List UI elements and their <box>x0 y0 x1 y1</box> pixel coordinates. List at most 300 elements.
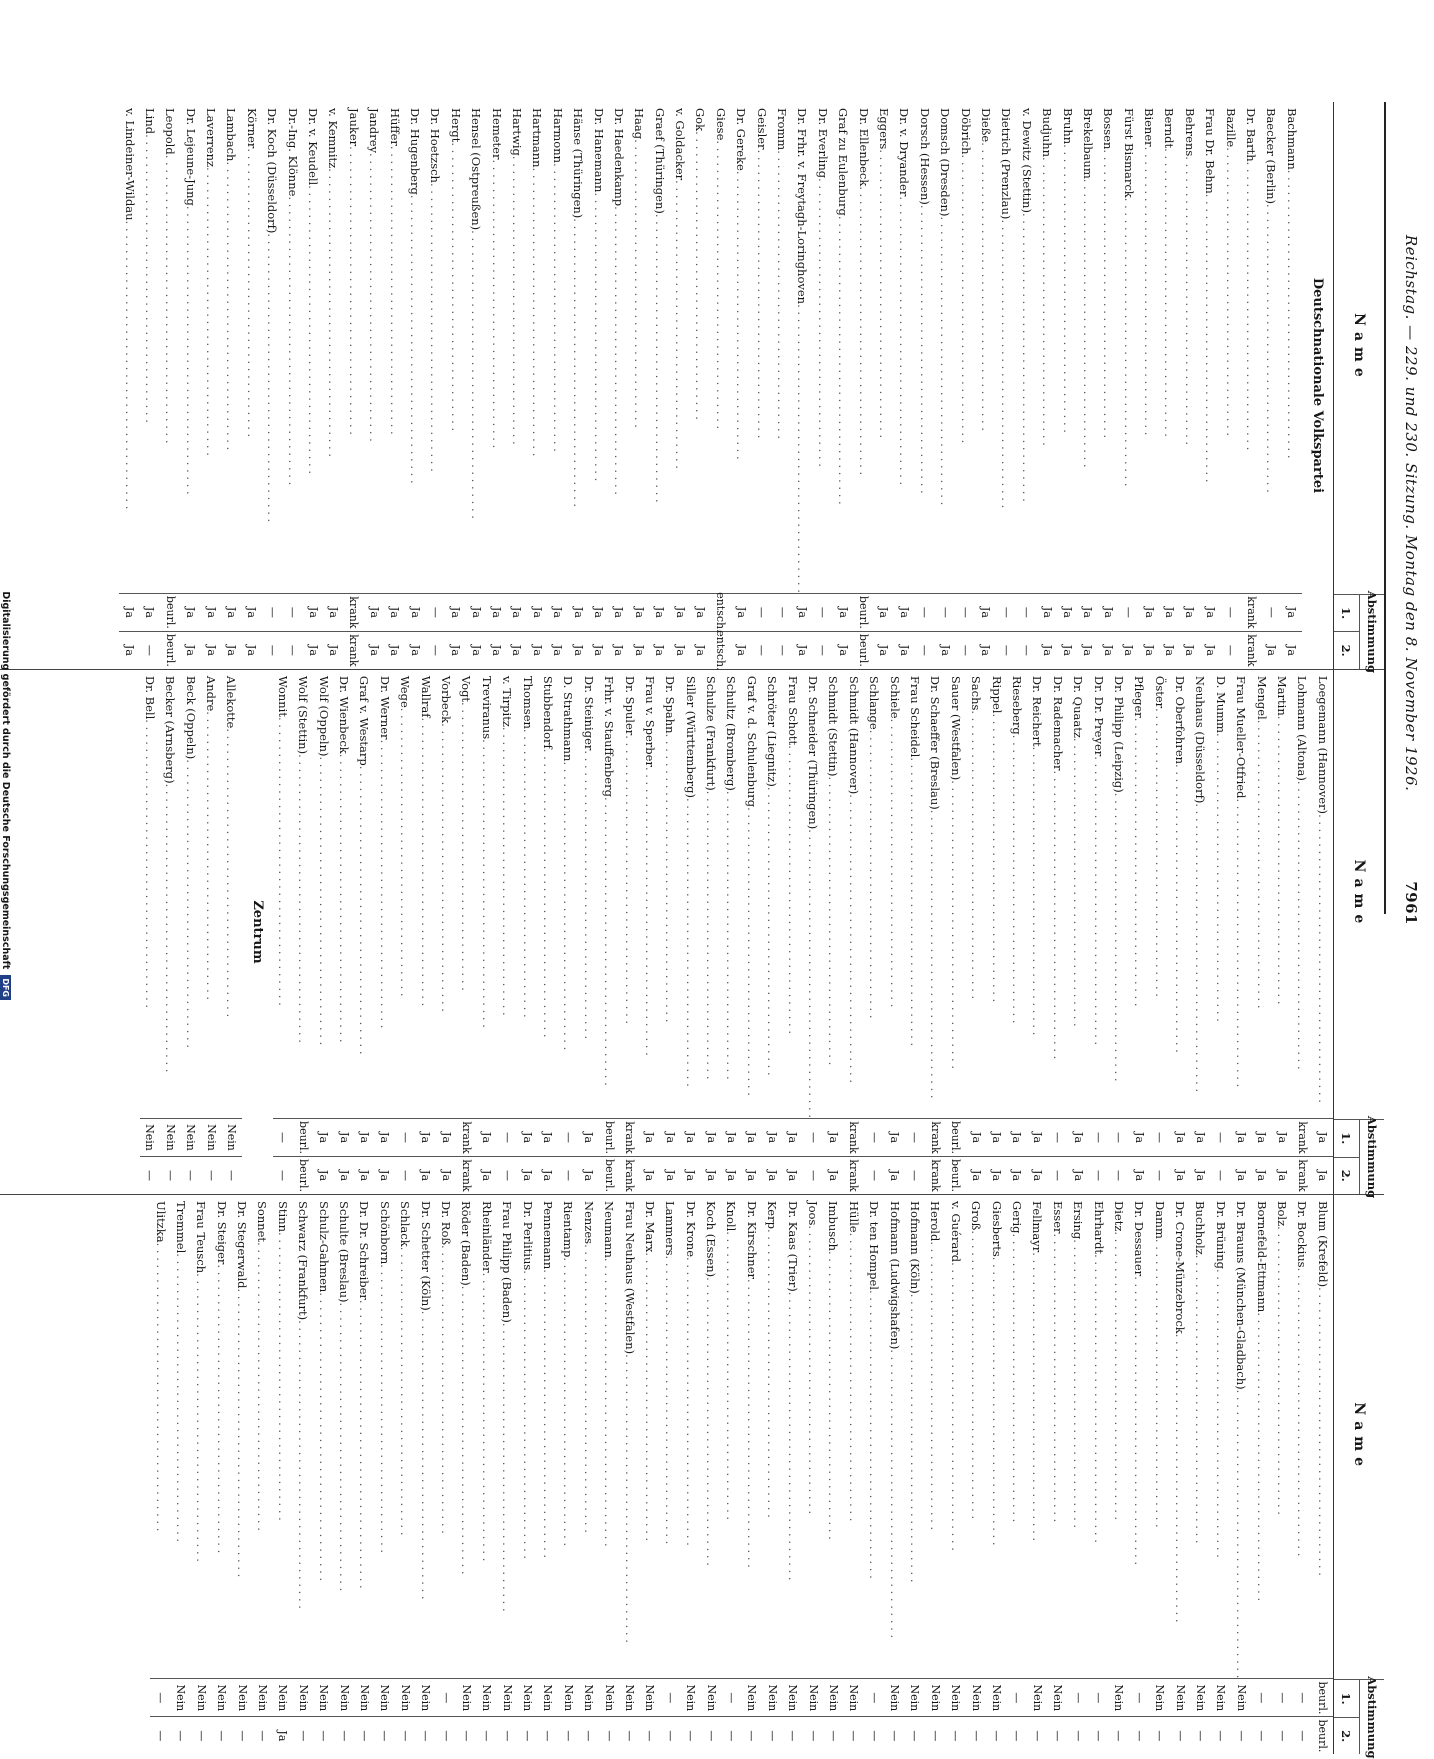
vote-1: Ja <box>354 1119 374 1157</box>
member-name: Bossen . . . <box>1098 102 1118 594</box>
table-row <box>354 1195 374 1754</box>
table-row <box>436 1195 456 1754</box>
vote-1: — <box>751 594 771 632</box>
vote-2: Ja <box>1142 644 1156 656</box>
member-name: Dr. Rademacher . . . <box>1048 670 1068 1119</box>
member-name: Dr. Hoetzsch . . . <box>425 102 445 594</box>
vote-2: — <box>337 1730 351 1742</box>
member-name: Graf zu Eulenburg . . . <box>833 102 853 594</box>
table-row <box>1272 1195 1292 1754</box>
table-row <box>640 670 660 1194</box>
table-row <box>395 670 415 1194</box>
vote-2: beurl. <box>857 633 871 667</box>
vote-1: Ja <box>894 594 914 632</box>
member-name: Allekotte . . . <box>221 670 241 1119</box>
table-row <box>323 102 343 669</box>
vote-1: — <box>864 1679 884 1717</box>
column-header <box>1333 102 1384 673</box>
member-name: Dr. Kaas (Trier) . . . <box>782 1195 802 1679</box>
member-name: Mengel . . . <box>1251 670 1271 1119</box>
vote-1: Ja <box>782 1119 802 1157</box>
table-row <box>477 670 497 1194</box>
table-row <box>1272 670 1292 1194</box>
vote-2: — <box>398 1170 412 1182</box>
member-name: Groß . . . <box>966 1195 986 1679</box>
table-row <box>558 1195 578 1754</box>
member-name: Dr. Spuler . . . <box>619 670 639 1119</box>
table-row <box>415 1195 435 1754</box>
member-name: Schulz-Gahmen . . . <box>313 1195 333 1679</box>
vote-1: Nein <box>354 1679 374 1717</box>
member-name: Dr. Spahn . . . <box>660 670 680 1119</box>
column-body <box>0 670 1333 1194</box>
table-row <box>681 1195 701 1754</box>
vote-1: Nein <box>395 1679 415 1717</box>
vote-2: — <box>439 1730 453 1742</box>
vote-2: Ja <box>663 1170 677 1181</box>
member-name: Hartwig . . . <box>507 102 527 594</box>
table-row <box>273 670 293 1194</box>
table-row <box>375 1195 395 1754</box>
vote-2: Ja <box>897 644 911 656</box>
table-row <box>731 102 751 669</box>
vote-2: Ja <box>530 644 544 656</box>
member-name: Bruhn . . . <box>1057 102 1077 594</box>
table-row <box>568 102 588 669</box>
member-name: Thomsen . . . <box>517 670 537 1119</box>
table-row <box>1292 1195 1312 1754</box>
table-row <box>650 102 670 669</box>
table-row <box>140 670 160 1194</box>
vote-1: beurl. <box>946 1119 966 1157</box>
vote-1: Ja <box>670 594 690 632</box>
member-name: Buchholz . . . <box>1190 1195 1210 1679</box>
vote-1: Ja <box>527 594 547 632</box>
vote-1: Ja <box>486 594 506 632</box>
member-name: Wolf (Stettin) . . . <box>293 670 313 1119</box>
member-name: Hensel (Ostpreußen) . . . <box>466 102 486 594</box>
vote-1: — <box>1048 1119 1068 1157</box>
vote-number-header <box>1334 595 1359 669</box>
vote-1: Nein <box>579 1679 599 1717</box>
table-row <box>1068 1195 1088 1754</box>
vote-2: — <box>755 644 769 656</box>
table-row <box>1149 670 1169 1194</box>
member-name: Pennemann . . . <box>538 1195 558 1679</box>
vote-1: entsch. <box>711 594 731 632</box>
vote-1: — <box>282 594 302 632</box>
member-name: Lind . . . <box>140 102 160 594</box>
vote-2: — <box>459 1730 473 1742</box>
vote-1: Ja <box>1078 594 1098 632</box>
vote-1: Nein <box>640 1679 660 1717</box>
vote-1: Nein <box>823 1679 843 1717</box>
vote-2: — <box>419 1730 433 1742</box>
member-name: v. Kemnitz . . . <box>323 102 343 594</box>
vote-2: Ja <box>357 1170 371 1181</box>
vote-2: Ja <box>204 644 218 656</box>
vote-1: — <box>150 1679 170 1717</box>
table-row <box>1088 670 1108 1194</box>
vote-1: Ja <box>640 1119 660 1157</box>
table-row <box>1017 102 1037 669</box>
page-header <box>1394 145 1428 925</box>
table-row <box>742 1195 762 1754</box>
vote-1: Nein <box>619 1679 639 1717</box>
table-row <box>282 102 302 669</box>
vote-1: beurl. <box>853 594 873 632</box>
member-name: Dr.-Ing. Klönne . . . <box>282 102 302 594</box>
vote-1: Ja <box>1200 594 1220 632</box>
vote-2: Ja <box>1316 1170 1330 1181</box>
vote-2: Ja <box>408 644 422 656</box>
vote-1: — <box>1017 594 1037 632</box>
table-row <box>1313 1195 1333 1754</box>
table-row <box>171 1195 191 1754</box>
table-row <box>1251 1195 1271 1754</box>
vote-2: — <box>1255 1730 1269 1742</box>
vote-1: Nein <box>681 1679 701 1717</box>
vote-1: — <box>935 594 955 632</box>
vote-1: Nein <box>762 1679 782 1717</box>
table-row <box>660 670 680 1194</box>
table-row <box>150 1195 170 1754</box>
vote-1: — <box>1149 1119 1169 1157</box>
vote-2: krank <box>847 1159 861 1192</box>
table-row <box>395 1195 415 1754</box>
table-row <box>1098 102 1118 669</box>
member-name: Lammers . . . <box>660 1195 680 1679</box>
table-row <box>935 102 955 669</box>
member-name: Dr. Oberfohren . . . <box>1170 670 1190 1119</box>
table-row <box>874 102 894 669</box>
vote1-header: 1. <box>1334 595 1359 633</box>
vote-1: — <box>425 594 445 632</box>
vote-1: Ja <box>966 1119 986 1157</box>
table-row <box>140 102 160 669</box>
vote-1: Ja <box>201 594 221 632</box>
table-row <box>538 670 558 1194</box>
table-row <box>670 102 690 669</box>
table-row <box>1109 1195 1129 1754</box>
table-row <box>813 102 833 669</box>
member-name: Wege . . . <box>395 670 415 1119</box>
vote-1: Ja <box>884 1119 904 1157</box>
table-row <box>1200 102 1220 669</box>
table-row <box>1109 670 1129 1194</box>
table-row <box>853 102 873 669</box>
table-row <box>966 670 986 1194</box>
vote-1: Ja <box>140 594 160 632</box>
member-name: Frhr. v. Stauffenberg . . . <box>599 670 619 1119</box>
vote-2: — <box>1092 1170 1106 1182</box>
vote-2: — <box>1234 1730 1248 1742</box>
table-row <box>477 1195 497 1754</box>
table-row <box>507 102 527 669</box>
vote-2: — <box>184 1170 198 1182</box>
vote-1: — <box>1220 594 1240 632</box>
member-name: Rippel . . . <box>986 670 1006 1119</box>
member-name: Blum (Krefeld) . . . <box>1313 1195 1333 1679</box>
table-row <box>1048 670 1068 1194</box>
member-name: Fürst Bismarck . . . <box>1118 102 1138 594</box>
table-row <box>721 670 741 1194</box>
table-row <box>619 670 639 1194</box>
vote-2: Ja <box>704 1170 718 1181</box>
table-row <box>384 102 404 669</box>
column-header <box>1333 670 1384 1199</box>
vote-1: krank <box>1241 594 1261 632</box>
table-row <box>344 102 364 669</box>
vote-2: — <box>1112 1170 1126 1182</box>
vote-2: — <box>1010 1730 1024 1742</box>
vote-1: Nein <box>538 1679 558 1717</box>
vote-2: — <box>521 1730 535 1742</box>
member-name: Hänse (Thüringen) . . . <box>568 102 588 594</box>
vote-2: — <box>143 644 157 656</box>
vote-1: Nein <box>925 1679 945 1717</box>
table-row <box>640 1195 660 1754</box>
vote-2: Ja <box>1010 1170 1024 1181</box>
vote-1: Ja <box>1027 1119 1047 1157</box>
vote-2: Ja <box>439 1170 453 1181</box>
member-name: Dr. Schetter (Köln) . . . <box>415 1195 435 1679</box>
member-name: Rientamp . . . <box>558 1195 578 1679</box>
member-name: Dr. Bockius . . . <box>1292 1195 1312 1679</box>
table-row <box>273 1195 293 1754</box>
header-title: Reichstag. — 229. und 230. Sitzung. Montag den 8. November 1926. <box>1402 234 1420 792</box>
vote-1: Ja <box>1251 1119 1271 1157</box>
vote-1: Nein <box>1170 1679 1190 1717</box>
vote-1: Nein <box>884 1679 904 1717</box>
vote-2: — <box>480 1730 494 1742</box>
member-name: Frau Scheidel . . . <box>905 670 925 1119</box>
vote-2: Ja <box>551 644 565 656</box>
vote-1: krank <box>456 1119 476 1157</box>
table-row <box>354 670 374 1194</box>
table-row <box>303 102 323 669</box>
member-name: Dieße . . . <box>976 102 996 594</box>
vote-1: krank <box>844 1119 864 1157</box>
vote-1: Ja <box>579 1119 599 1157</box>
table-row <box>690 102 710 669</box>
abstimmung-header: Abstimmung <box>1359 1680 1384 1754</box>
member-name: Schmidt (Stettin) . . . <box>823 670 843 1119</box>
table-row <box>619 1195 639 1754</box>
vote-2: Ja <box>306 644 320 656</box>
member-name: Wonnit . . . <box>273 670 293 1119</box>
party-heading: Zentrum <box>249 900 265 964</box>
member-name: Dietrich (Prenzlau) . . . <box>996 102 1016 594</box>
vote-2: Ja <box>1193 1170 1207 1181</box>
table-row <box>221 102 241 669</box>
member-name: Harmonn . . . <box>548 102 568 594</box>
member-name: Dr. Dessauer . . . <box>1129 1195 1149 1679</box>
vote-2: — <box>775 644 789 656</box>
member-name: D. Mumm . . . <box>1211 670 1231 1119</box>
member-name: Brekelbaum . . . <box>1078 102 1098 594</box>
member-name: Hüffer . . . <box>384 102 404 594</box>
table-row <box>986 670 1006 1194</box>
vote-1: — <box>915 594 935 632</box>
member-name: Neumann . . . <box>599 1195 619 1679</box>
member-name: Hartmann . . . <box>527 102 547 594</box>
member-name: Hofmann (Köln) . . . <box>905 1195 925 1679</box>
vote-2: — <box>398 1730 412 1742</box>
vote-1: Nein <box>375 1679 395 1717</box>
vote-2: — <box>623 1730 637 1742</box>
member-name: Dr. Dr. Preyer . . . <box>1088 670 1108 1119</box>
vote-1: Nein <box>477 1679 497 1717</box>
table-row <box>915 102 935 669</box>
table-row <box>588 102 608 669</box>
vote-2: — <box>704 1730 718 1742</box>
table-row <box>946 670 966 1194</box>
vote-2: entsch. <box>714 630 728 671</box>
member-name: Dr. v. Dryander . . . <box>894 102 914 594</box>
table-row <box>1170 1195 1190 1754</box>
member-name: Schröter (Liegnitz) . . . <box>762 670 782 1119</box>
member-name: Dr. Brauns (München-Gladbach) . . . <box>1231 1195 1251 1679</box>
member-name: Körner . . . <box>242 102 262 594</box>
vote-2: — <box>847 1730 861 1742</box>
vote-1: Ja <box>415 1119 435 1157</box>
table-row <box>201 102 221 669</box>
vote-2: Ja <box>225 644 238 656</box>
vote-2: beurl. <box>163 633 177 667</box>
table-row <box>609 102 629 669</box>
member-name: Dr. Steiger . . . <box>212 1195 232 1679</box>
member-name: Dr. v. Keudell . . . <box>303 102 323 594</box>
vote-2: krank <box>1295 1159 1309 1192</box>
vote-1: Ja <box>313 1119 333 1157</box>
vote-2: — <box>918 644 932 656</box>
vote-2: — <box>1030 1730 1044 1742</box>
vote-1: Ja <box>609 594 629 632</box>
table-row <box>762 670 782 1194</box>
table-row <box>313 1195 333 1754</box>
vote-2: Ja <box>378 1170 392 1181</box>
vote-1: Ja <box>1098 594 1118 632</box>
vote-1: Ja <box>1068 1119 1088 1157</box>
vote-2: — <box>317 1730 331 1742</box>
member-name: Schiele . . . <box>884 670 904 1119</box>
vote-1: Nein <box>212 1679 232 1717</box>
vote-2: — <box>357 1730 371 1742</box>
table-row <box>629 102 649 669</box>
vote-1: — <box>1068 1679 1088 1717</box>
vote-2: — <box>999 644 1013 656</box>
abstimmung-header: Abstimmung <box>1359 1120 1384 1194</box>
vote-1: Nein <box>232 1679 252 1717</box>
vote-2: Ja <box>541 1170 555 1181</box>
table-row <box>181 102 201 669</box>
vote-1: — <box>1088 1679 1108 1717</box>
member-name: Wolf (Oppeln) . . . <box>313 670 333 1119</box>
vote-2: — <box>215 1730 229 1742</box>
vote-1: Ja <box>588 594 608 632</box>
vote-2: Ja <box>990 1170 1004 1181</box>
vote-2: Ja <box>1255 1170 1269 1181</box>
member-name: Schwarz (Frankfurt) . . . <box>293 1195 313 1679</box>
table-row <box>864 670 884 1194</box>
member-name: Röder (Baden) . . . <box>456 1195 476 1679</box>
member-name: Dr. Everling . . . <box>813 102 833 594</box>
table-row <box>538 1195 558 1754</box>
table-row <box>375 670 395 1194</box>
vote-2: — <box>296 1730 310 1742</box>
table-row <box>415 670 435 1194</box>
member-name: Dietz . . . <box>1109 1195 1129 1679</box>
vote-1: Nein <box>171 1679 191 1717</box>
table-row <box>517 670 537 1194</box>
dfg-logo-icon: DFG <box>1 975 12 1000</box>
vote-number-header <box>1334 1680 1359 1754</box>
table-column <box>0 102 1384 673</box>
table-row <box>1068 670 1088 1194</box>
table-row <box>262 102 282 669</box>
table-row <box>1149 1195 1169 1754</box>
member-name: Biener . . . <box>1139 102 1159 594</box>
vote-1: Nein <box>1211 1679 1231 1717</box>
vote-2: — <box>1153 1730 1167 1742</box>
vote-1: Ja <box>742 1119 762 1157</box>
vote-2: Ja <box>969 1170 983 1181</box>
vote-1: — <box>864 1119 884 1157</box>
table-row <box>792 102 812 669</box>
member-name: Laverrenz . . . <box>201 102 221 594</box>
vote-1: Ja <box>538 1119 558 1157</box>
member-name: v. Tirpitz . . . <box>497 670 517 1119</box>
vote-1: beurl. <box>293 1119 313 1157</box>
member-name: Dr. Dr. Schreiber . . . <box>354 1195 374 1679</box>
member-name: Vogt . . . <box>456 670 476 1119</box>
vote-2: — <box>428 644 442 656</box>
vote-2: — <box>541 1730 555 1742</box>
vote-1: Ja <box>833 594 853 632</box>
vote-1: Nein <box>252 1679 272 1717</box>
member-name: Lambach . . . <box>221 102 241 594</box>
vote-2: Ja <box>521 1170 535 1181</box>
vote-2: Ja <box>1132 1170 1146 1181</box>
vote-2: krank <box>623 1159 637 1192</box>
member-name: Hemeter . . . <box>486 102 506 594</box>
vote-2: — <box>867 1170 881 1182</box>
member-name: Dr. Kirschner . . . <box>742 1195 762 1679</box>
vote-2: — <box>265 644 279 656</box>
vote-1: Nein <box>313 1679 333 1717</box>
vote-2: — <box>969 1730 983 1742</box>
vote-2: Ja <box>1030 1170 1044 1181</box>
vote-2: Ja <box>795 644 809 656</box>
table-row <box>527 102 547 669</box>
vote-2: Ja <box>276 1730 290 1742</box>
vote-2: — <box>1224 644 1238 656</box>
table-row <box>1180 102 1200 669</box>
vote-2: Ja <box>877 644 891 656</box>
vote-1: Ja <box>1129 1119 1149 1157</box>
vote-2: — <box>235 1730 249 1742</box>
member-name: Fromm . . . <box>772 102 792 594</box>
table-row <box>242 102 262 669</box>
member-name: Dr. Schneider (Thüringen) . . . <box>803 670 823 1119</box>
table-row <box>996 102 1016 669</box>
vote-1: Nein <box>986 1679 1006 1717</box>
vote-2: — <box>286 644 300 656</box>
member-name: Rheinländer . . . <box>477 1195 497 1679</box>
table-row <box>425 102 445 669</box>
member-name: Knoll . . . <box>721 1195 741 1679</box>
